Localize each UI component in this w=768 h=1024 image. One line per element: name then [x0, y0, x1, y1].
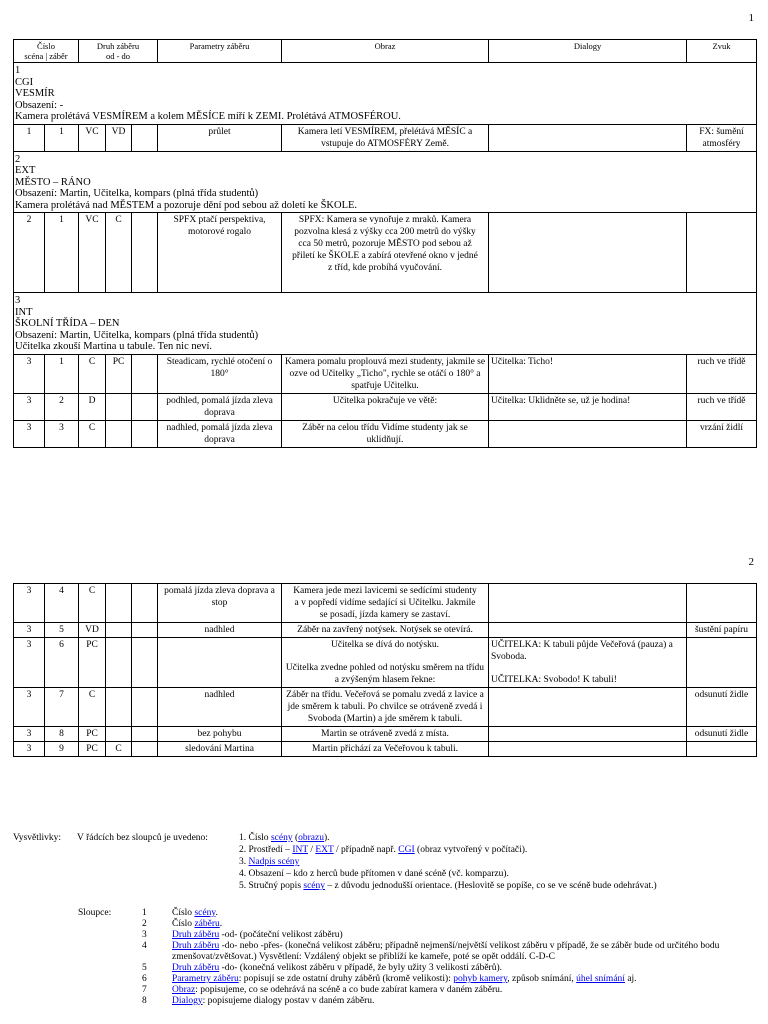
list-item: 3 Druh záběru -od- (počáteční velikost záběru) [142, 930, 343, 940]
table-cell: 2 [45, 393, 79, 420]
table-row [14, 727, 757, 742]
table-cell [687, 584, 757, 623]
table-cell [132, 688, 158, 727]
table-cell: SPFX ptačí perspektiva, motorové rogalo [158, 213, 282, 293]
table-cell: 1 [45, 213, 79, 293]
table-cell [106, 420, 132, 447]
table-cell: Steadicam, rychlé otočení o 180° [158, 354, 282, 393]
table-cell: bez pohybu [158, 727, 282, 742]
table-cell: Martin přichází za Večeřovou k tabuli. [282, 742, 489, 757]
scene-heading: 1 CGI VESMÍR Obsazení: - Kamera prolétává VESMÍREM a kolem MĚSÍCE míří k ZEMI. Prolétává ATMOSFÉROU. [14, 63, 757, 125]
table-cell: Záběr na zavřený notýsek. Notýsek se otevírá. [282, 623, 489, 638]
table-row [14, 393, 757, 420]
table-cell: Kamera pomalu proplouvá mezi studenty, jakmile se ozve od Učitelky „Ticho", rychle se otáčí o 180° a spatřuje Učitelku. [282, 354, 489, 393]
table-cell: 6 [45, 638, 79, 688]
table-cell: C [79, 420, 106, 447]
table-cell: C [106, 742, 132, 757]
table-cell: 3 [14, 688, 45, 727]
table-cell [489, 213, 687, 293]
table-cell: pomalá jízda zleva doprava a stop [158, 584, 282, 623]
link-ext[interactable]: EXT [315, 845, 334, 855]
table-cell: Učitelka se dívá do notýsku. Učitelka zvedne pohled od notýsku směrem na třídu a zvýšeným hlasem řekne: [282, 638, 489, 688]
table-row [14, 584, 757, 623]
table-cell: 1 [45, 354, 79, 393]
table-cell: 3 [14, 727, 45, 742]
scene-heading: 2 EXT MĚSTO – RÁNO Obsazení: Martin, Učitelka, kompars (plná třída studentů) Kamera prolétává nad MĚSTEM a pozoruje dění pod sebou až doletí ke ŠKOLE. [14, 151, 757, 213]
table-cell: 3 [14, 354, 45, 393]
table-cell: 1 [14, 124, 45, 151]
list-item: Sloupce: 1 Číslo scény. [78, 908, 218, 918]
table-cell [132, 354, 158, 393]
table-cell: PC [79, 727, 106, 742]
link-cgi[interactable]: CGI [398, 845, 415, 855]
table-cell: 3 [14, 638, 45, 688]
table-cell: 3 [45, 420, 79, 447]
list-item: 6 Parametry záběru: popisují se zde ostatní druhy záběrů (kromě velikosti): pohyb kamery, způsob snímání, úhel snímání aj. [142, 974, 637, 984]
table-cell [158, 638, 282, 688]
table-cell [489, 623, 687, 638]
scene-heading: 3 INT ŠKOLNÍ TŘÍDA – DEN Obsazení: Martin, Učitelka, kompars (plná třída studentů) Učitelka zkouší Martina u tabule. Ten nic neví. [14, 293, 757, 355]
table-cell [132, 124, 158, 151]
table-row [14, 213, 757, 293]
table-cell [132, 393, 158, 420]
table-cell: nadhled, pomalá jízda zleva doprava [158, 420, 282, 447]
table-row [14, 354, 757, 393]
legend-subtitle: V řádcích bez sloupců je uvedeno: [77, 833, 208, 843]
list-item: 4 Druh záběru -do- nebo -přes- (konečná velikost záběru; případně nejmenší/největší velikost záběru v případě, že se záběr bude od určitého bodu zmenšovat/zvětšovat.) Vysvětlení: Vzdálený objekt se přiblíží ke kameře, poté se opět oddálí. C-D-C [142, 941, 720, 962]
table-cell [489, 420, 687, 447]
table-cell [132, 623, 158, 638]
table-cell: 2 [14, 213, 45, 293]
list-item: 7 Obraz: popisujeme, co se odehrává na scéně a co bude zabírat kamera v daném záběru. [142, 985, 503, 995]
table-cell: 3 [14, 393, 45, 420]
table-cell: 3 [14, 420, 45, 447]
table-cell: šustění papíru [687, 623, 757, 638]
link-obraz[interactable]: Obraz [172, 985, 196, 995]
table-cell: 7 [45, 688, 79, 727]
table-cell: Učitelka: Ticho! [489, 354, 687, 393]
scene-heading-3 [14, 293, 757, 355]
scene-heading-2 [14, 151, 757, 213]
table-row [14, 688, 757, 727]
table-cell: průlet [158, 124, 282, 151]
link-sceny-2[interactable]: scény [303, 881, 326, 891]
legend-key: Vysvětlivky: [13, 833, 62, 843]
table-cell: PC [106, 354, 132, 393]
table-cell [489, 688, 687, 727]
link-pohyb-kamery[interactable]: pohyb kamery [453, 974, 508, 984]
table-cell: Kamera letí VESMÍREM, přelétává MĚSÍC a vstupuje do ATMOSFÉRY Země. [282, 124, 489, 151]
header-parametry: Parametry záběru [158, 40, 282, 63]
table-row [14, 420, 757, 447]
table-cell: VD [106, 124, 132, 151]
table-cell: PC [79, 742, 106, 757]
header-dialogy: Dialogy [489, 40, 687, 63]
link-zaberu[interactable]: záběru [194, 919, 220, 929]
link-int[interactable]: INT [292, 845, 308, 855]
page-number: 1 [748, 12, 754, 24]
link-nadpis-sceny[interactable]: Nadpis scény [248, 857, 300, 867]
legend-items: 1. Číslo scény (obrazu). 2. Prostředí – INT / EXT / případně např. CGI (obraz vytvořený v počítači). 3. Nadpis scény 4. Obsazení – kdo z herců bude přítomen v dané scéně (vč. komparzu). 5. Stručný popis scény – z důvodu jednodušší orientace. (Heslovitě se popíše, co se ve scéně bude odehrávat.) [239, 833, 657, 891]
table-cell: odsunutí židle [687, 688, 757, 727]
table-cell: Učitelka: Uklidněte se, už je hodina! [489, 393, 687, 420]
header-druh: Druh záběru od - do [79, 40, 158, 63]
link-druh-zaberu[interactable]: Druh záběru [172, 930, 220, 940]
table-cell [489, 584, 687, 623]
table-cell [132, 420, 158, 447]
table-cell: SPFX: Kamera se vynořuje z mraků. Kamera pozvolna klesá z výšky cca 200 metrů do výšky cca 50 metrů, pozoruje MĚSTO pod sebou až přiletí ke ŠKOLE a zabírá otevřené okno v jedné z tříd, kde probíhá vyučování. [282, 213, 489, 293]
table-cell [687, 213, 757, 293]
table-cell [489, 742, 687, 757]
table-cell: Kamera jede mezi lavicemi se sedícími studenty a v popředí vidíme sedající si Učitelku. Jakmile se posadí, jízda kamery se zastaví. [282, 584, 489, 623]
table-cell: Záběr na třídu. Večeřová se pomalu zvedá z lavice a jde směrem k tabuli. Po chvilce se otráveně zvedá i Svoboda (Martin) a jde směrem k tabuli. [282, 688, 489, 727]
screenplay-table-page-1 [13, 39, 757, 448]
table-cell: VC [79, 213, 106, 293]
table-cell: 8 [45, 727, 79, 742]
list-item: 5 Druh záběru -do- (konečná velikost záběru v případě, že byly užity 3 velikosti záběrů). [142, 963, 503, 973]
table-cell: nadhled [158, 623, 282, 638]
table-cell: 3 [14, 584, 45, 623]
table-cell: UČITELKA: K tabuli půjde Večeřová (pauza) a Svoboda. UČITELKA: Svobodo! K tabuli! [489, 638, 687, 688]
link-sceny-col[interactable]: scény [194, 908, 216, 918]
table-cell: vrzání židlí [687, 420, 757, 447]
screenplay-table-page-2 [13, 583, 757, 757]
table-cell [106, 688, 132, 727]
table-cell: Martin se otráveně zvedá z místa. [282, 727, 489, 742]
table-cell: C [79, 354, 106, 393]
table-cell: 9 [45, 742, 79, 757]
page-number: 2 [748, 556, 754, 568]
table-cell: podhled, pomalá jízda zleva doprava [158, 393, 282, 420]
table-cell: 3 [14, 742, 45, 757]
table-cell: 4 [45, 584, 79, 623]
table-cell [687, 742, 757, 757]
table-cell: ruch ve třídě [687, 354, 757, 393]
table-cell: 5 [45, 623, 79, 638]
table-cell [106, 623, 132, 638]
table-row [14, 623, 757, 638]
table-cell [106, 584, 132, 623]
table-cell [132, 638, 158, 688]
header-cislo: Číslo scéna | záběr [14, 40, 79, 63]
table-cell: Záběr na celou třídu Vidíme studenty jak se uklidňují. [282, 420, 489, 447]
link-uhel-snimani[interactable]: úhel snímání [576, 974, 625, 984]
table-cell: VC [79, 124, 106, 151]
table-cell: C [79, 688, 106, 727]
table-cell: odsunutí židle [687, 727, 757, 742]
table-cell [132, 213, 158, 293]
link-parametry-zaberu[interactable]: Parametry záběru [172, 974, 239, 984]
table-cell: Učitelka pokračuje ve větě: [282, 393, 489, 420]
table-cell: nadhled [158, 688, 282, 727]
table-cell [106, 393, 132, 420]
table-cell: ruch ve třídě [687, 393, 757, 420]
column-explanations [78, 908, 758, 1007]
table-cell [687, 638, 757, 688]
table-cell [132, 742, 158, 757]
header-row [14, 40, 757, 63]
table-row [14, 124, 757, 151]
table-cell: D [79, 393, 106, 420]
link-sceny[interactable]: scény [270, 833, 293, 843]
list-item: 2 Číslo záběru. [142, 919, 223, 929]
table-row [14, 638, 757, 688]
list-item: 8 Dialogy: popisujeme dialogy postav v daném záběru. [142, 996, 375, 1006]
table-cell [106, 638, 132, 688]
table-cell: VD [79, 623, 106, 638]
table-cell [106, 727, 132, 742]
link-dialogy[interactable]: Dialogy [172, 996, 203, 1006]
table-cell [489, 727, 687, 742]
table-row [14, 742, 757, 757]
table-cell: 1 [45, 124, 79, 151]
table-cell [489, 124, 687, 151]
scene-heading-1 [14, 63, 757, 125]
link-obrazu[interactable]: obrazu [298, 833, 324, 843]
header-obraz: Obraz [282, 40, 489, 63]
table-cell: C [106, 213, 132, 293]
table-cell: PC [79, 638, 106, 688]
table-cell [132, 584, 158, 623]
link-druh-zaberu[interactable]: Druh záběru [172, 963, 220, 973]
table-cell: C [79, 584, 106, 623]
header-zvuk: Zvuk [687, 40, 757, 63]
link-druh-zaberu[interactable]: Druh záběru [172, 941, 220, 951]
table-cell: 3 [14, 623, 45, 638]
legend [13, 832, 758, 892]
table-cell [132, 727, 158, 742]
table-cell: FX: šumění atmosféry [687, 124, 757, 151]
table-cell: sledování Martina [158, 742, 282, 757]
